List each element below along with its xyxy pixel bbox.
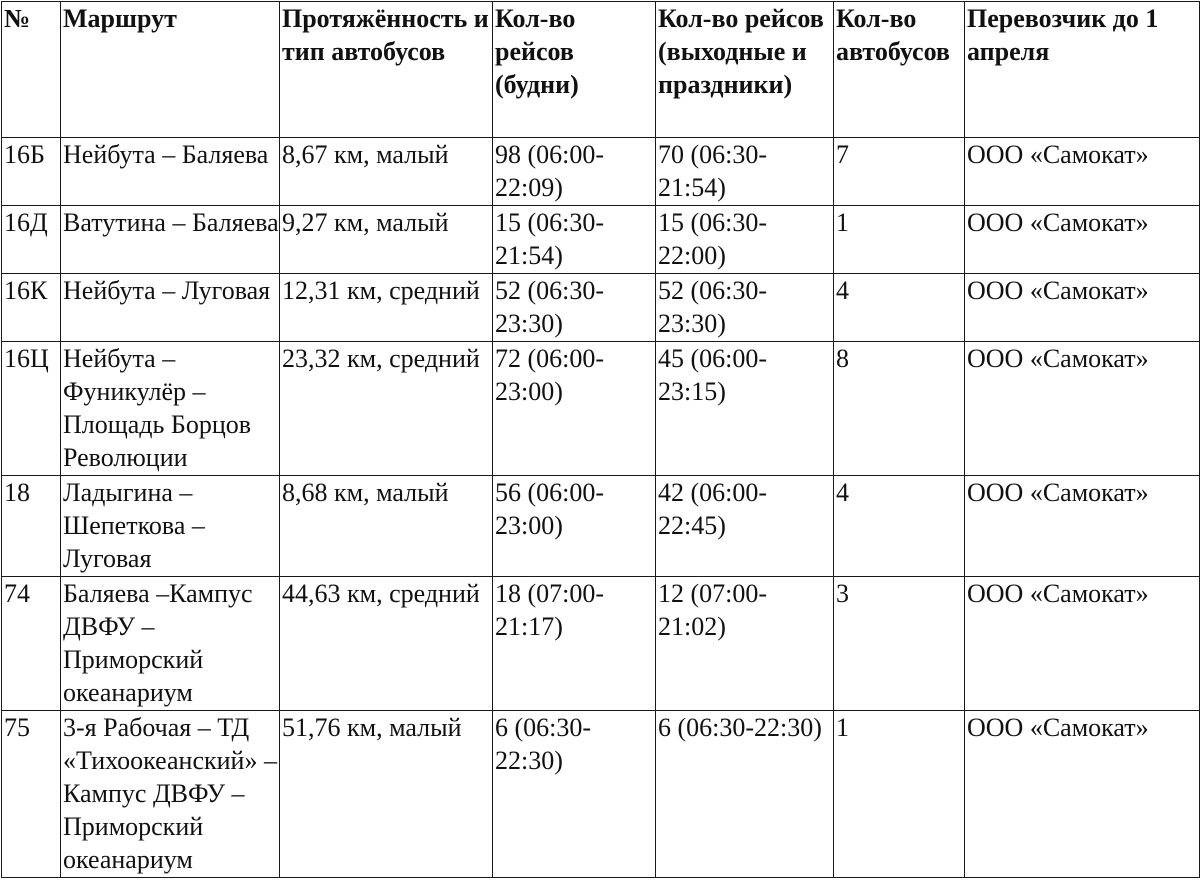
cell-bus-count: 8	[834, 342, 965, 476]
cell-trips-weekdays: 15 (06:30-21:54)	[493, 206, 656, 274]
table-row	[2, 206, 1200, 274]
table-row	[2, 577, 1200, 711]
header-bus-count: Кол-во автобусов	[834, 2, 965, 138]
header-number: №	[2, 2, 61, 138]
cell-trips-weekends: 42 (06:00-22:45)	[656, 476, 834, 577]
header-route: Маршрут	[61, 2, 280, 138]
cell-bus-count: 4	[834, 274, 965, 342]
cell-trips-weekends: 15 (06:30-22:00)	[656, 206, 834, 274]
cell-trips-weekdays: 56 (06:00-23:00)	[493, 476, 656, 577]
cell-route: Баляева –Кампус ДВФУ – Приморский океанариум	[61, 577, 280, 711]
table-header-row	[2, 2, 1200, 138]
cell-trips-weekends: 52 (06:30-23:30)	[656, 274, 834, 342]
cell-carrier: ООО «Самокат»	[965, 206, 1200, 274]
cell-length-type: 12,31 км, средний	[280, 274, 493, 342]
cell-carrier: ООО «Самокат»	[965, 476, 1200, 577]
cell-bus-count: 1	[834, 206, 965, 274]
cell-bus-count: 7	[834, 138, 965, 206]
cell-length-type: 44,63 км, средний	[280, 577, 493, 711]
cell-trips-weekends: 6 (06:30-22:30)	[656, 711, 834, 878]
cell-length-type: 8,67 км, малый	[280, 138, 493, 206]
table-row	[2, 138, 1200, 206]
table-row	[2, 711, 1200, 878]
cell-length-type: 9,27 км, малый	[280, 206, 493, 274]
cell-number: 18	[2, 476, 61, 577]
cell-number: 16К	[2, 274, 61, 342]
cell-trips-weekdays: 18 (07:00-21:17)	[493, 577, 656, 711]
cell-length-type: 51,76 км, малый	[280, 711, 493, 878]
table-row	[2, 274, 1200, 342]
cell-carrier: ООО «Самокат»	[965, 711, 1200, 878]
cell-route: Ладыгина – Шепеткова – Луговая	[61, 476, 280, 577]
cell-route: 3-я Рабочая – ТД «Тихоокеанский» – Кампус ДВФУ – Приморский океанариум	[61, 711, 280, 878]
header-carrier: Перевозчик до 1 апреля	[965, 2, 1200, 138]
cell-number: 16Ц	[2, 342, 61, 476]
cell-route: Нейбута – Баляева	[61, 138, 280, 206]
cell-number: 74	[2, 577, 61, 711]
cell-carrier: ООО «Самокат»	[965, 138, 1200, 206]
cell-trips-weekdays: 72 (06:00-23:00)	[493, 342, 656, 476]
cell-carrier: ООО «Самокат»	[965, 274, 1200, 342]
header-trips-weekdays: Кол-во рейсов (будни)	[493, 2, 656, 138]
cell-trips-weekdays: 98 (06:00-22:09)	[493, 138, 656, 206]
cell-number: 75	[2, 711, 61, 878]
routes-table	[1, 1, 1200, 878]
cell-trips-weekends: 12 (07:00-21:02)	[656, 577, 834, 711]
cell-number: 16Д	[2, 206, 61, 274]
table-row	[2, 476, 1200, 577]
cell-bus-count: 3	[834, 577, 965, 711]
cell-route: Ватутина – Баляева	[61, 206, 280, 274]
cell-bus-count: 1	[834, 711, 965, 878]
cell-length-type: 23,32 км, средний	[280, 342, 493, 476]
cell-trips-weekdays: 52 (06:30-23:30)	[493, 274, 656, 342]
cell-route: Нейбута – Фуникулёр – Площадь Борцов Революции	[61, 342, 280, 476]
cell-trips-weekends: 70 (06:30-21:54)	[656, 138, 834, 206]
cell-carrier: ООО «Самокат»	[965, 577, 1200, 711]
header-length-type: Протяжённость и тип автобусов	[280, 2, 493, 138]
cell-bus-count: 4	[834, 476, 965, 577]
cell-trips-weekdays: 6 (06:30-22:30)	[493, 711, 656, 878]
cell-carrier: ООО «Самокат»	[965, 342, 1200, 476]
cell-number: 16Б	[2, 138, 61, 206]
cell-route: Нейбута – Луговая	[61, 274, 280, 342]
cell-length-type: 8,68 км, малый	[280, 476, 493, 577]
table-row	[2, 342, 1200, 476]
header-trips-weekends: Кол-во рейсов (выходные и праздники)	[656, 2, 834, 138]
cell-trips-weekends: 45 (06:00-23:15)	[656, 342, 834, 476]
